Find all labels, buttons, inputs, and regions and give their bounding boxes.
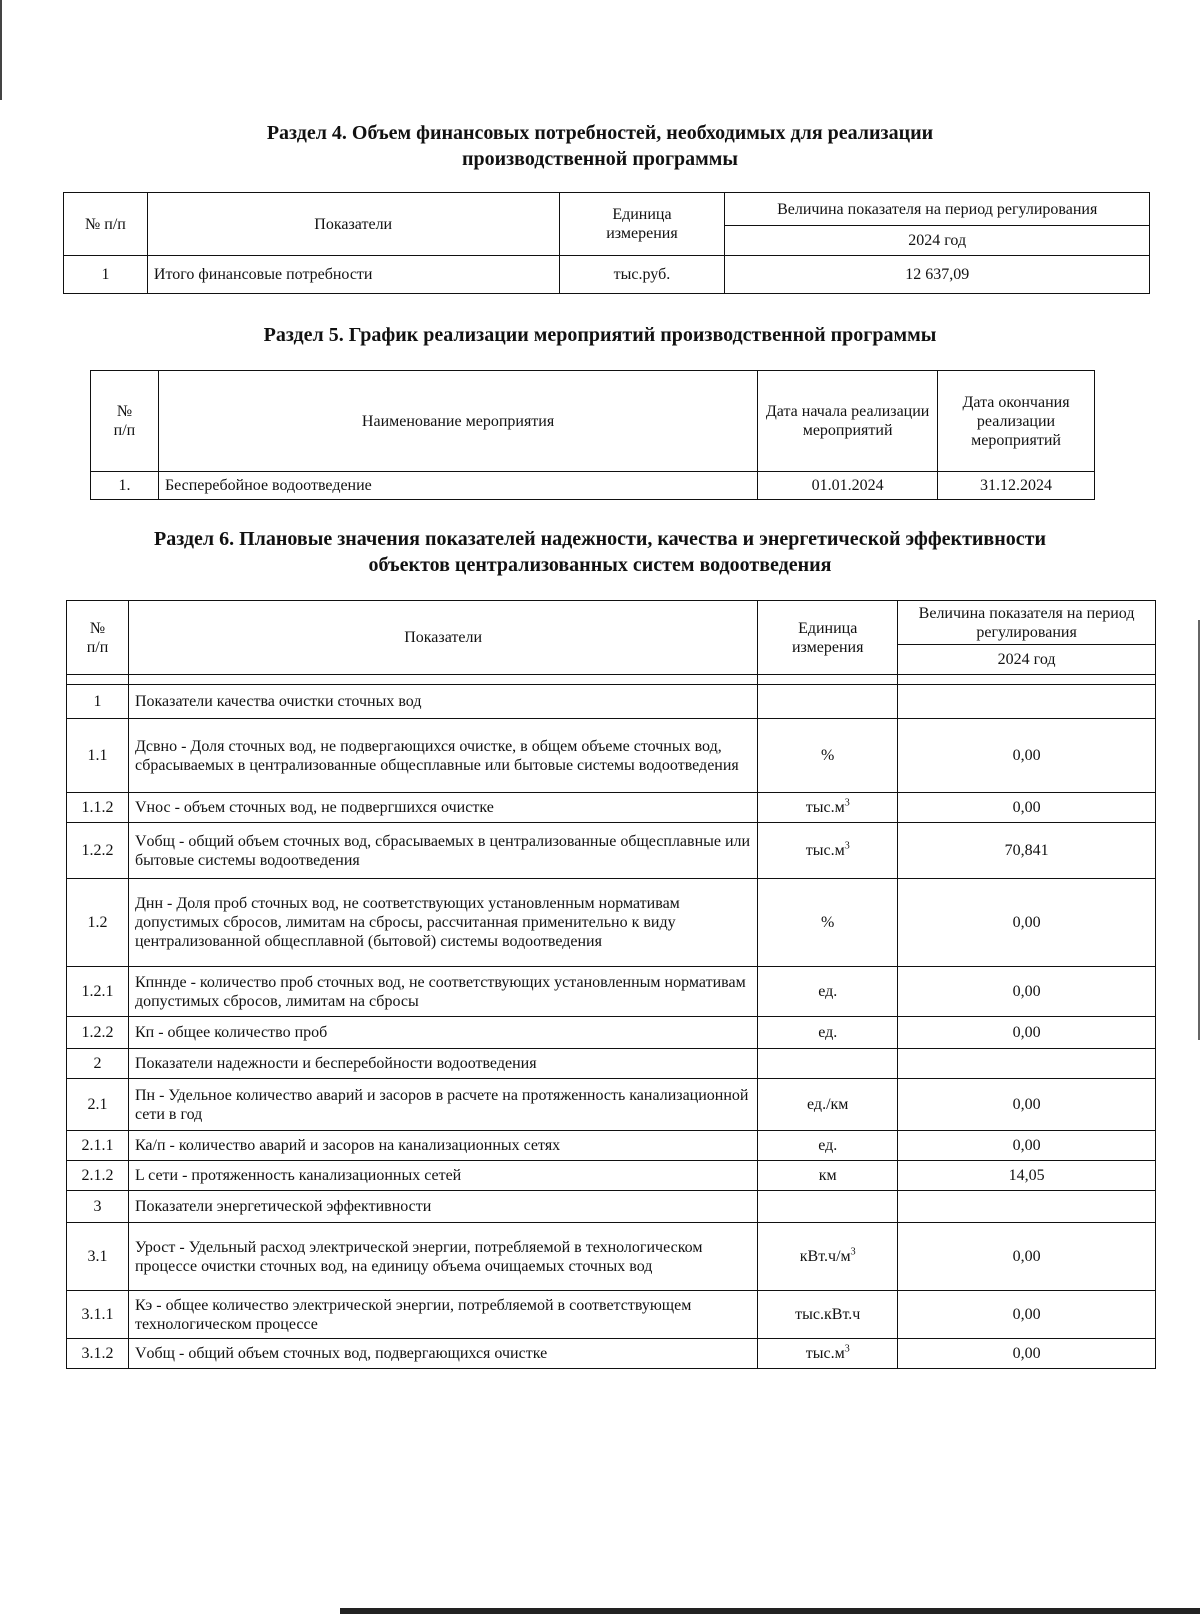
s6-row-unit-text: ед./км	[807, 1096, 849, 1113]
s6-row-num: 1.1	[67, 719, 129, 793]
s6-row-value: 0,00	[898, 1339, 1156, 1369]
section4-title-line1: Раздел 4. Объем финансовых потребностей, необходимых для реализации	[266, 122, 934, 144]
s6-row-unit-text: тыс.м	[805, 1345, 845, 1362]
s6-row-num: 3	[67, 1191, 129, 1223]
s4-header-num: № п/п	[64, 193, 148, 256]
s6-row-value	[898, 1049, 1156, 1079]
table-row	[67, 823, 1156, 879]
s4-row-value: 12 637,09	[725, 256, 1150, 294]
section5-title: Раздел 5. График реализации мероприятий производственной программы	[263, 324, 937, 346]
s6-row-value: 0,00	[898, 1291, 1156, 1339]
s6-row-unit-text: ед.	[818, 1137, 838, 1154]
s6-row-unit-sup: 3	[850, 1246, 856, 1258]
s6-row-num: 1.2	[67, 879, 129, 967]
s6-row-unit	[758, 1191, 898, 1223]
s6-row-name: Показатели энергетической эффективности	[128, 1191, 757, 1223]
s4-header-value: Величина показателя на период регулирования	[725, 193, 1150, 226]
s6-row-unit	[758, 1079, 898, 1131]
s6-row-unit	[758, 1131, 898, 1161]
s6-row-unit	[758, 879, 898, 967]
table-row	[67, 967, 1156, 1017]
s6-row-num: 2.1.2	[67, 1161, 129, 1191]
s6-row-value: 0,00	[898, 719, 1156, 793]
section4-title-line2: производственной программы	[461, 148, 739, 170]
s6-row-unit	[758, 1223, 898, 1291]
s6-row-name: Vобщ - общий объем сточных вод, сбрасываемых в централизованные общесплавные или бытовые системы водоотведения	[128, 823, 757, 879]
s6-row-unit-text: тыс.кВт.ч	[795, 1306, 861, 1323]
s6-row-value: 0,00	[898, 1017, 1156, 1049]
scan-edge-bottom	[340, 1608, 1200, 1614]
s6-row-unit	[758, 793, 898, 823]
s4-header-unit	[559, 193, 725, 256]
s6-row-name: Vобщ - общий объем сточных вод, подвергающихся очистке	[128, 1339, 757, 1369]
section6-body	[67, 685, 1156, 1369]
s6-row-unit	[758, 1161, 898, 1191]
s6-spacer-num	[67, 675, 129, 685]
s6-row-num: 3.1	[67, 1223, 129, 1291]
s4-row-num: 1	[64, 256, 148, 294]
s6-row-unit	[758, 1017, 898, 1049]
s6-row-unit-text: %	[821, 747, 835, 764]
s6-header-num-line2: п/п	[86, 638, 109, 656]
s6-row-unit-text: ед.	[818, 1024, 838, 1041]
s6-row-unit-sup: 3	[844, 840, 850, 852]
s5-header-num	[91, 371, 159, 472]
s5-header-num-line1: №	[116, 403, 133, 420]
table-row	[67, 879, 1156, 967]
s4-header-unit-line2: измерения	[606, 225, 678, 242]
table-row	[67, 1339, 1156, 1369]
section4-table	[63, 192, 1150, 294]
s5-header-end: Дата окончания реализации мероприятий	[938, 371, 1095, 472]
table-row	[67, 1291, 1156, 1339]
s6-row-name: Дсвно - Доля сточных вод, не подвергающихся очистке, в общем объеме сточных вод, сбрасываемых в централизованные общесплавные или бытовые системы водоотведения	[128, 719, 757, 793]
s6-row-num: 1.2.2	[67, 823, 129, 879]
section6-table	[66, 600, 1156, 1369]
table-row	[67, 1017, 1156, 1049]
s6-row-num: 3.1.2	[67, 1339, 129, 1369]
s6-row-unit-text: ед.	[818, 983, 838, 1000]
s6-header-unit: Единица измерения	[758, 601, 898, 675]
section6-title-line2: объектов централизованных систем водоотведения	[368, 554, 832, 576]
s5-row-start: 01.01.2024	[758, 472, 938, 500]
s6-row-name: Кп - общее количество проб	[128, 1017, 757, 1049]
s5-row-num: 1.	[91, 472, 159, 500]
s6-header-value: Величина показателя на период регулирования	[898, 601, 1156, 645]
s4-header-unit-line1: Единица	[612, 206, 672, 223]
s6-row-unit	[758, 967, 898, 1017]
s6-row-unit	[758, 1339, 898, 1369]
scan-edge-left	[0, 0, 2, 100]
s6-row-num: 1.2.2	[67, 1017, 129, 1049]
s5-row-name: Бесперебойное водоотведение	[158, 472, 757, 500]
s6-row-unit-text: кВт.ч/м	[799, 1248, 851, 1265]
s4-header-year: 2024 год	[725, 226, 1150, 256]
s6-row-unit-text: тыс.м	[805, 842, 845, 859]
table-row	[67, 1079, 1156, 1131]
s6-row-unit	[758, 1291, 898, 1339]
s6-row-unit-text: %	[821, 914, 835, 931]
table-row	[67, 1223, 1156, 1291]
table-row	[91, 472, 1095, 500]
table-row	[64, 256, 1150, 294]
s6-spacer-name	[128, 675, 757, 685]
s6-row-num: 1.2.1	[67, 967, 129, 1017]
s6-row-value: 14,05	[898, 1161, 1156, 1191]
s6-header-num-line1: №	[89, 619, 106, 637]
s6-row-num: 1.1.2	[67, 793, 129, 823]
table-row	[67, 1191, 1156, 1223]
s6-row-name: Ка/п - количество аварий и засоров на канализационных сетях	[128, 1131, 757, 1161]
s6-header-year: 2024 год	[898, 645, 1156, 675]
s6-row-num: 3.1.1	[67, 1291, 129, 1339]
s6-header-num	[67, 601, 129, 675]
s6-row-unit-sup: 3	[844, 797, 850, 809]
s4-header-indicator: Показатели	[147, 193, 559, 256]
s5-header-name: Наименование мероприятия	[158, 371, 757, 472]
table-row	[67, 1049, 1156, 1079]
s6-row-unit	[758, 719, 898, 793]
s6-row-value: 0,00	[898, 1079, 1156, 1131]
s6-row-unit	[758, 685, 898, 719]
s6-row-value: 0,00	[898, 879, 1156, 967]
s4-row-unit: тыс.руб.	[559, 256, 725, 294]
s6-row-unit-text: км	[818, 1167, 837, 1184]
s6-row-name: Днн - Доля проб сточных вод, не соответствующих установленным нормативам допустимых сбросов, лимитам на сбросы, рассчитанная применительно к виду централизованной общесплавной (бытовой) системы водоотведения	[128, 879, 757, 967]
s6-row-name: Показатели качества очистки сточных вод	[128, 685, 757, 719]
section6-title	[40, 526, 1160, 578]
s6-row-value	[898, 1191, 1156, 1223]
s6-row-unit	[758, 823, 898, 879]
table-row	[67, 719, 1156, 793]
s6-row-value: 0,00	[898, 967, 1156, 1017]
table-row	[67, 685, 1156, 719]
s6-row-name: Урост - Удельный расход электрической энергии, потребляемой в технологическом процессе очистки сточных вод, на единицу объема очищаемых сточных вод	[128, 1223, 757, 1291]
s6-row-value: 70,841	[898, 823, 1156, 879]
s4-row-name: Итого финансовые потребности	[147, 256, 559, 294]
table-row	[67, 1161, 1156, 1191]
s6-row-unit-text: тыс.м	[805, 799, 845, 816]
s6-row-unit	[758, 1049, 898, 1079]
s6-row-name: Кэ - общее количество электрической энергии, потребляемой в соответствующем технологическом процессе	[128, 1291, 757, 1339]
s6-row-value: 0,00	[898, 1131, 1156, 1161]
s6-row-name: L сети - протяженность канализационных сетей	[128, 1161, 757, 1191]
s6-row-name: Пн - Удельное количество аварий и засоров в расчете на протяженность канализационной сети в год	[128, 1079, 757, 1131]
s5-row-end: 31.12.2024	[938, 472, 1095, 500]
s6-row-value: 0,00	[898, 793, 1156, 823]
s6-row-num: 1	[67, 685, 129, 719]
s5-header-num-line2: п/п	[113, 422, 136, 439]
s6-row-num: 2	[67, 1049, 129, 1079]
s6-row-name: Vнос - объем сточных вод, не подвергшихся очистке	[128, 793, 757, 823]
s6-spacer-value	[898, 675, 1156, 685]
s6-header-indicator: Показатели	[128, 601, 757, 675]
table-row	[67, 1131, 1156, 1161]
s5-header-start: Дата начала реализации мероприятий	[758, 371, 938, 472]
s6-row-value: 0,00	[898, 1223, 1156, 1291]
s6-spacer-unit	[758, 675, 898, 685]
section5-table	[90, 370, 1095, 500]
section6-title-line1: Раздел 6. Плановые значения показателей надежности, качества и энергетической эффективности	[154, 528, 1046, 550]
s6-row-num: 2.1.1	[67, 1131, 129, 1161]
s6-row-value	[898, 685, 1156, 719]
s6-row-name: Показатели надежности и бесперебойности водоотведения	[128, 1049, 757, 1079]
table-row	[67, 793, 1156, 823]
s6-row-name: Кпннде - количество проб сточных вод, не соответствующих установленным нормативам допустимых сбросов, лимитам на сбросы	[128, 967, 757, 1017]
s6-row-num: 2.1	[67, 1079, 129, 1131]
section4-title	[60, 120, 1140, 172]
s6-row-unit-sup: 3	[844, 1343, 850, 1355]
